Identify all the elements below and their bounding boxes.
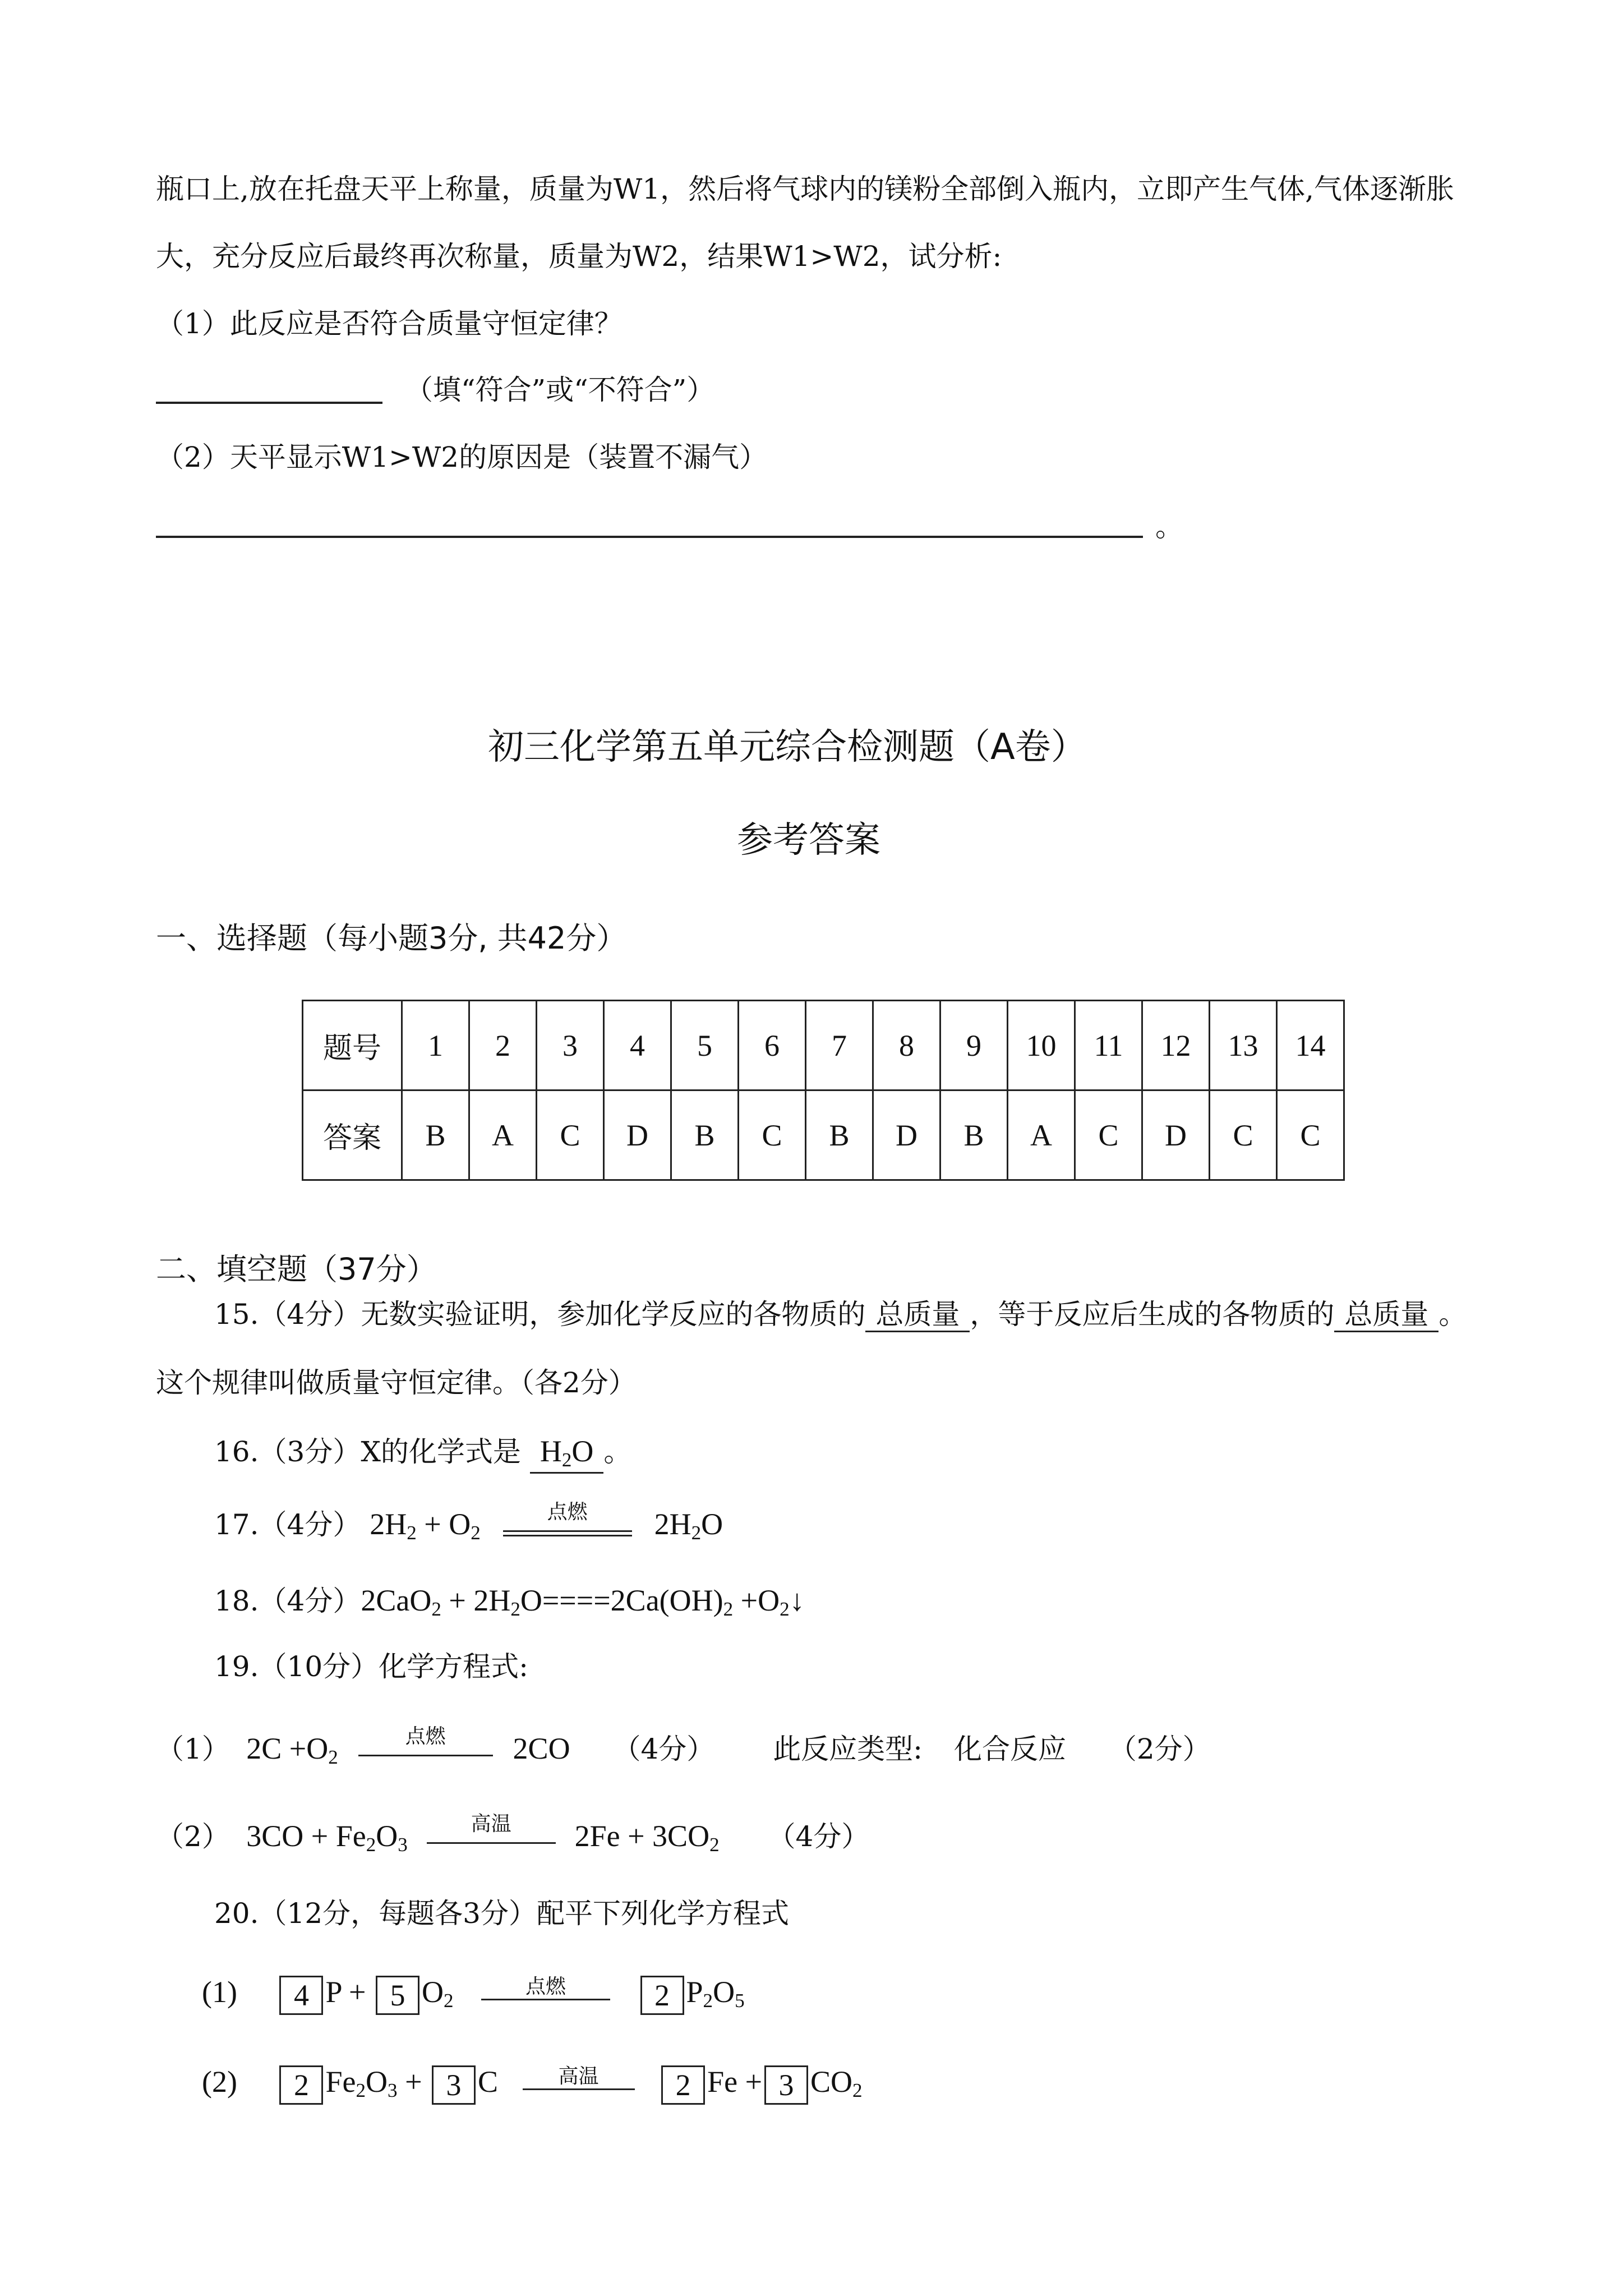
reaction-condition: 高温 bbox=[558, 2064, 599, 2088]
answer-cell: D bbox=[604, 1091, 671, 1180]
answer-table bbox=[302, 1000, 1345, 1181]
q16-line bbox=[214, 1436, 631, 1474]
reaction-arrow bbox=[523, 2064, 635, 2102]
q19-p2-label: （2） bbox=[156, 1820, 230, 1853]
section-2-heading: 二、填空题（37分） bbox=[156, 1251, 437, 1287]
question-2: （2）天平显示W1>W2的原因是（装置不漏气） bbox=[156, 441, 768, 473]
answer-cell: B bbox=[806, 1091, 873, 1180]
q20-p1-label: (1) bbox=[202, 1975, 237, 2009]
coefficient-box: 4 bbox=[279, 1976, 323, 2015]
q18-label: 18.（4分） bbox=[214, 1585, 361, 1617]
answer-cell: D bbox=[873, 1091, 940, 1180]
q15-blank-2: 总质量 bbox=[1334, 1300, 1438, 1332]
question-number: 8 bbox=[873, 1001, 940, 1091]
coefficient-box: 2 bbox=[640, 1976, 684, 2015]
question-number: 13 bbox=[1210, 1001, 1277, 1091]
coefficient-box: 2 bbox=[279, 2065, 323, 2105]
end-mark: 。 bbox=[1155, 510, 1183, 543]
q17-products: $2H_2O$ bbox=[654, 1507, 723, 1544]
answer-blank-2[interactable] bbox=[156, 536, 1143, 538]
question-number: 7 bbox=[806, 1001, 873, 1091]
answer-cell: D bbox=[1142, 1091, 1210, 1180]
q15-line-1 bbox=[214, 1300, 1467, 1332]
q15-text-c: 。 bbox=[1438, 1298, 1467, 1331]
fill-hint: （填“符合”或“不符合”） bbox=[405, 374, 715, 406]
intro-line-2: 大，充分反应后最终再次称量，质量为W2，结果W1>W2，试分析: bbox=[156, 240, 1002, 273]
question-number: 4 bbox=[604, 1001, 671, 1091]
q19-p1-type: 化合反应 bbox=[953, 1733, 1066, 1765]
intro-line-1: 瓶口上,放在托盘天平上称量，质量为W1，然后将气球内的镁粉全部倒入瓶内，立即产生气体,气体逐渐胀 bbox=[156, 173, 1454, 205]
table-row bbox=[303, 1091, 1344, 1180]
answer-cell: C bbox=[739, 1091, 806, 1180]
q19-p1-score: （4分） bbox=[612, 1733, 715, 1765]
q19-p1-type-score: （2分） bbox=[1108, 1733, 1211, 1765]
coefficient-box: 3 bbox=[764, 2065, 808, 2105]
answer-cell: A bbox=[1008, 1091, 1075, 1180]
q19-p1-type-label: 此反应类型: bbox=[773, 1733, 923, 1765]
coefficient-box: 3 bbox=[432, 2065, 476, 2105]
row-label-number: 题号 bbox=[303, 1001, 402, 1091]
q19-p2-score: （4分） bbox=[767, 1820, 870, 1853]
answer-cell: C bbox=[1210, 1091, 1277, 1180]
answer-blank-1[interactable] bbox=[156, 402, 382, 404]
reaction-condition: 高温 bbox=[471, 1812, 511, 1835]
q16-text-a: 16.（3分）X的化学式是 bbox=[214, 1435, 521, 1468]
question-number: 14 bbox=[1277, 1001, 1344, 1091]
page-title: 初三化学第五单元综合检测题（A卷） bbox=[488, 726, 1087, 768]
q20-part-1: (1) 4 P + 5 $O_2$ 点燃 2 $P_2O_5$ bbox=[202, 1975, 745, 2015]
q19-p1-products: 2CO bbox=[513, 1732, 570, 1765]
answer-cell: C bbox=[1277, 1091, 1344, 1180]
coefficient-box: 2 bbox=[661, 2065, 705, 2105]
question-number: 5 bbox=[671, 1001, 739, 1091]
question-1: （1）此反应是否符合质量守恒定律？ bbox=[156, 307, 623, 340]
q20-p2-label: (2) bbox=[202, 2065, 237, 2099]
question-number: 12 bbox=[1142, 1001, 1210, 1091]
q19-p1-reactants: $2C +O_2$ bbox=[238, 1732, 338, 1768]
answer-cell: B bbox=[671, 1091, 739, 1180]
q16-answer-formula: $H_2O$ bbox=[530, 1436, 604, 1474]
reaction-arrow bbox=[358, 1725, 493, 1768]
row-label-answer: 答案 bbox=[303, 1091, 402, 1180]
reaction-arrow bbox=[503, 1501, 632, 1544]
answer-cell: B bbox=[402, 1091, 469, 1180]
reaction-condition: 点燃 bbox=[547, 1501, 588, 1524]
q18-line bbox=[214, 1585, 805, 1619]
question-number: 3 bbox=[537, 1001, 604, 1091]
q19-p2-reactants: $3CO + Fe_2O_3$ bbox=[238, 1819, 408, 1856]
q15-line-2: 这个规律叫做质量守恒定律。（各2分） bbox=[156, 1366, 637, 1399]
q19-part-2 bbox=[156, 1812, 870, 1856]
q20-part-2: (2) 2 $Fe_2O_3 + 3$ C 高温 2 Fe + 3 $CO_2$ bbox=[202, 2064, 863, 2105]
q19-heading: 19.（10分）化学方程式: bbox=[214, 1650, 528, 1683]
q15-text-b: ，等于反应后生成的各物质的 bbox=[970, 1298, 1335, 1331]
q16-text-c: 。 bbox=[603, 1435, 632, 1468]
answer-cell: B bbox=[940, 1091, 1008, 1180]
q19-p1-label: （1） bbox=[156, 1733, 230, 1765]
q19-part-1 bbox=[156, 1725, 1211, 1768]
answer-cell: A bbox=[469, 1091, 537, 1180]
question-number: 9 bbox=[940, 1001, 1008, 1091]
question-number: 2 bbox=[469, 1001, 537, 1091]
q17-line bbox=[214, 1501, 723, 1544]
q15-blank-1: 总质量 bbox=[865, 1300, 970, 1332]
question-number: 6 bbox=[739, 1001, 806, 1091]
q17-reactants: $2H_2 + O_2$ bbox=[370, 1507, 481, 1544]
reaction-arrow bbox=[427, 1812, 556, 1856]
q20-heading: 20.（12分，每题各3分）配平下列化学方程式 bbox=[214, 1897, 789, 1930]
section-1-heading: 一、选择题（每小题3分, 共42分） bbox=[156, 921, 627, 956]
question-number: 10 bbox=[1008, 1001, 1075, 1091]
page-subtitle: 参考答案 bbox=[737, 820, 880, 861]
reaction-condition: 点燃 bbox=[405, 1725, 446, 1748]
q17-label: 17.（4分） bbox=[214, 1508, 361, 1541]
q18-equation: $2CaO_2 + 2H_2O====2Ca(OH)_2$ $+O_2↓$ bbox=[361, 1584, 805, 1620]
q19-p2-products: $2Fe + 3CO_2$ bbox=[574, 1819, 720, 1856]
reaction-condition: 点燃 bbox=[525, 1975, 566, 1998]
table-row bbox=[303, 1001, 1344, 1091]
reaction-arrow bbox=[481, 1975, 610, 2012]
question-number: 1 bbox=[402, 1001, 469, 1091]
answer-cell: C bbox=[537, 1091, 604, 1180]
q15-text-a: 15.（4分）无数实验证明，参加化学反应的各物质的 bbox=[214, 1298, 866, 1331]
question-number: 11 bbox=[1075, 1001, 1142, 1091]
answer-cell: C bbox=[1075, 1091, 1142, 1180]
coefficient-box: 5 bbox=[376, 1976, 419, 2015]
